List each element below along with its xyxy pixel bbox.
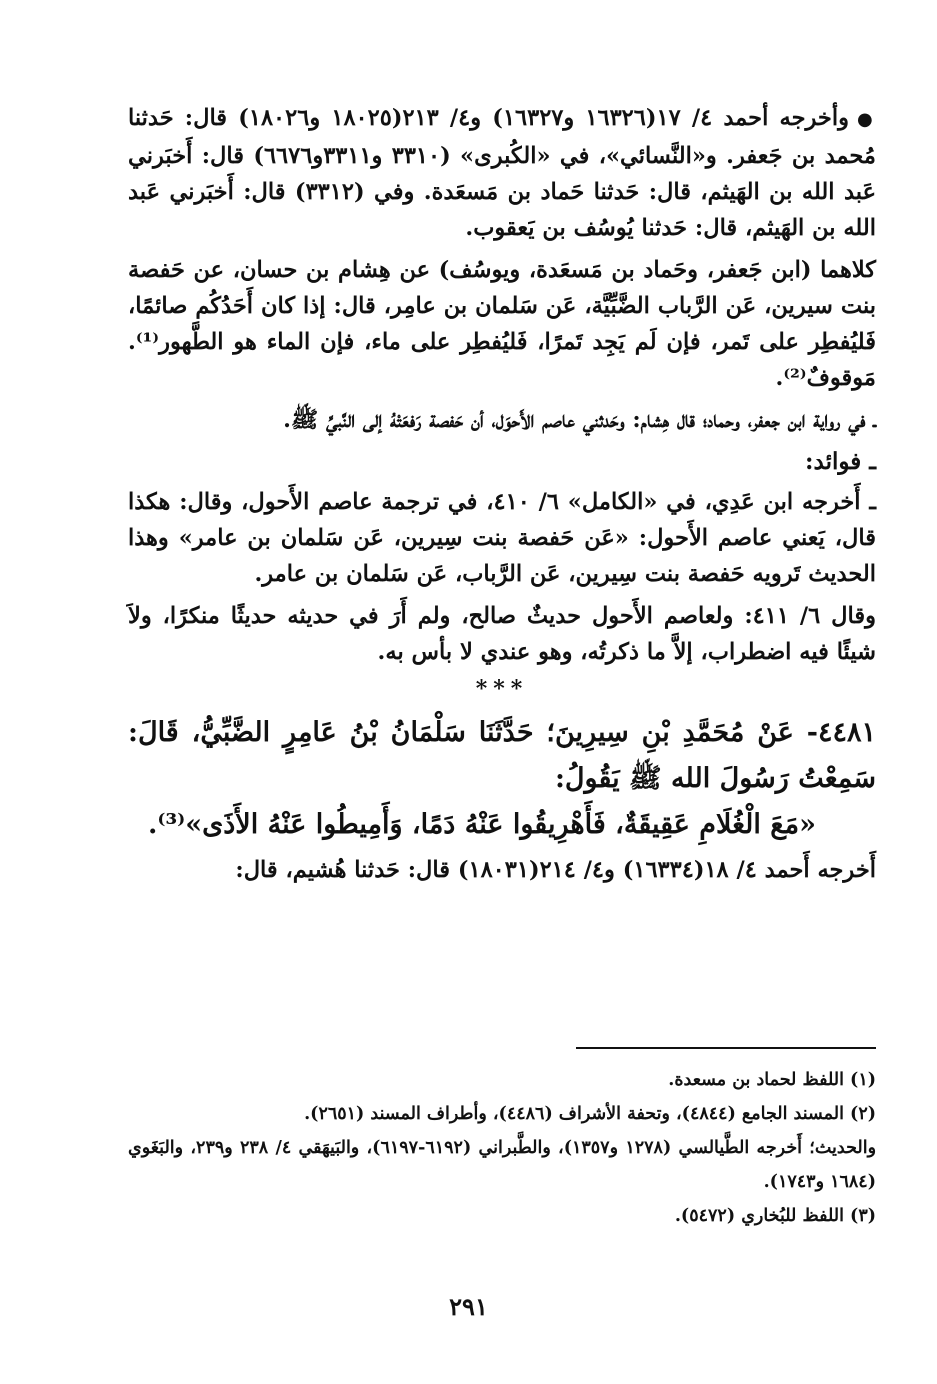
fawaid-heading: ـ فوائد: <box>805 448 876 475</box>
paragraph-1 <box>128 100 876 246</box>
paragraph-5: وقال ٦/ ٤١١: ولعاصم الأَحول حديثٌ صالح، ولم أَرَ في حديثه حديثًا منكرًا، ولاَ شيئًا فيه اضطراب، إلاَّ ما ذكرتُه، وهو عندي لا بأس به. <box>128 603 877 665</box>
paragraph-1-text: وأخرجه أحمد ٤/ ١٧(١٦٣٢٦ و١٦٣٢٧) و٤/ ٢١٣(١٨٠٢٥ و١٨٠٢٦) قال: حَدثنا مُحمد بن جَعفر. و«النَّسائي»، في «الكُبرى» (٣٣١٠ و٣٣١١و٦٦٧٦) قال: أَخبَرني عَبد الله بن الهَيثم، قال: حَدثنا حَماد بن مَسعَدة. وفي (٣٣١٢) قال: أَخبَرني عَبد الله بن الهَيثم، قال: حَدثنا يُوسُف بن يَعقوب. <box>128 105 876 241</box>
footnote-1: (١) اللفظ لحماد بن مسعدة. <box>668 1070 876 1090</box>
main-text <box>128 100 876 894</box>
hadith-text: «مَعَ الْغُلَامِ عَقِيقَةٌ، فَأَهْرِيقُوا عَنْهُ دَمًا، وَأَمِيطُوا عَنْهُ الأَذَى»⁽³⁾. <box>147 809 816 840</box>
section-separator: *** <box>475 676 529 702</box>
footnote-divider <box>576 1047 876 1049</box>
footnote-2-continued: والحديث؛ أَخرجه الطَّيالسي (١٢٧٨ و١٣٥٧)، والطَّبراني (٦١٩٢-٦١٩٧)، والبَيهَقي ٤/ ٢٣٨ و٢٣٩، والبَغَوي (١٦٨٤ و١٧٤٣). <box>128 1138 877 1192</box>
paragraph-6: أَخرجه أَحمد ٤/ ١٨(١٦٣٣٤) و٤/ ٢١٤(١٨٠٣١) قال: حَدثنا هُشيم، قال: <box>235 857 876 883</box>
paragraph-2: كلاهما (ابن جَعفر، وحَماد بن مَسعَدة، ويوسُف) عن هِشام بن حسان، عن حَفصة بنت سيرين، عَن الرَّباب الضَّبِّيَّة، عَن سَلمان بن عامِر، قال: إذا كان أَحَدُكُم صائمًا، فَليُفطِر على تَمر، فإن لَم يَجِد تَمرًا، فَليُفطِر على ماء، فإن الماء هو الطَّهور⁽¹⁾. مَوقوفٌ⁽²⁾. <box>128 257 876 391</box>
hadith-intro: ٤٤٨١- عَنْ مُحَمَّدِ بْنِ سِيرِينَ؛ حَدَّثَنَا سَلْمَانُ بْنُ عَامِرٍ الضَّبِّيُّ، قَالَ: سَمِعْتُ رَسُولَ الله ﷺ يَقُولُ: <box>128 717 876 794</box>
footnotes <box>128 1047 876 1233</box>
page-number: ٢٩١ <box>449 1292 488 1321</box>
paragraph-4: ـ أَخرجه ابن عَدِي، في «الكامل» ٦/ ٤١٠، في ترجمة عاصم الأَحول، وقال: هكذا قال، يَعني عاصم الأَحول: «عَن حَفصة بنت سِيرين، عَن سَلمان بن عامر» وهذا الحديث تَرويه حَفصة بنت سِيرين، عَن الرَّباب، عَن سَلمان بن عامر. <box>128 489 876 587</box>
bullet-icon: ● <box>856 109 876 130</box>
footnote-2: (٢) المسند الجامع (٤٨٤٤)، وتحفة الأشراف (٤٤٨٦)، وأطراف المسند (٢٦٥١). <box>304 1104 876 1124</box>
paragraph-3: ـ في رواية ابن جعفر، وحماد؛ قال هِشام: وحَدثني عاصم الأَحوَل، أن حَفصة رَفعَتْهُ إلى النَّبيِّ ﷺ. <box>283 407 876 433</box>
footnote-3: (٣) اللفظ للبُخاري (٥٤٧٢). <box>674 1206 876 1226</box>
